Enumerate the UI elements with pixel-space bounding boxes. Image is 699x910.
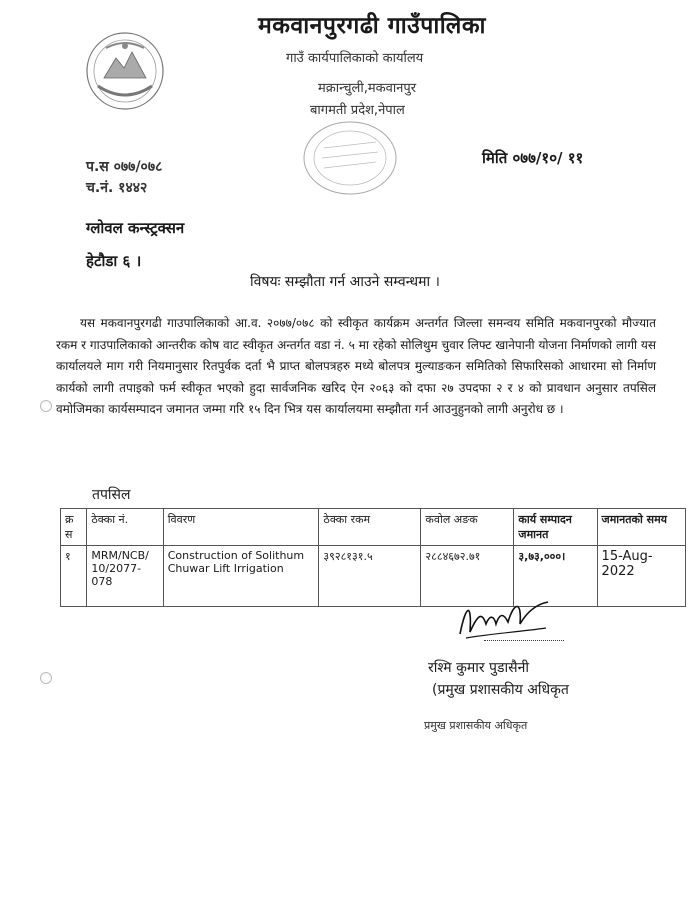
header-bibaran: विवरण [163, 509, 319, 546]
government-emblem [84, 30, 166, 112]
punch-hole [40, 400, 52, 412]
cell-jamanat-samay: 15-Aug-2022 [597, 546, 685, 607]
cell-thekka-rakam: ३९२८१३१.५ [319, 546, 421, 607]
handwritten-signature [448, 594, 558, 650]
chalani-number: च.नं. १४४२ [86, 180, 148, 196]
tapasil-label: तपसिल [92, 487, 131, 503]
punch-hole [40, 672, 52, 684]
contract-table [60, 508, 686, 607]
table-row [61, 546, 686, 607]
header-jamanat-samay: जमानतको समय [597, 509, 685, 546]
cell-kra: १ [61, 546, 87, 607]
office-name: गाउँ कार्यपालिकाको कार्यालय [286, 51, 424, 66]
municipality-title: मकवानपुरगढी गाउँपालिका [258, 13, 486, 39]
signatory-role: (प्रमुख प्रशासकीय अधिकृत [432, 682, 569, 698]
patra-sankhya: प.स ०७७/०७८ [86, 159, 163, 175]
header-thekka-rakam: ठेक्का रकम [319, 509, 421, 546]
letter-body: यस मकवानपुरगढी गाउपालिकाको आ.व. २०७७/०७८ को स्वीकृत कार्यक्रम अन्तर्गत जिल्ला समन्वय समिति मकवानपुरको मौज्यात रकम र गाउपालिकाको आन्तरीक कोष वाट स्वीकृत अन्तर्गत वडा नं. ५ मा रहेको सोलिथुम चुवार लिफ्ट खानेपानी योजना निर्माणको लागी यस कार्यालयले माग गरी नियमानुसार रितपुर्वक दर्ता भै प्राप्त बोलपत्रहरु मध्ये बोलपत्र मुल्याङकन समितिको सिफारिसको आधारमा सो निर्माण कार्यको लागी तपाइको फर्म स्वीकृत भएको हुदा सार्वजनिक खरिद ऐन २०६३ को दफा २७ उपदफा २ र ४ को प्रावधान अनुसार तपसिल वमोजिमका कार्यसम्पादन जमानत जम्मा गरि १५ दिन भित्र यस कार्यालयमा सम्झौता गर्न आउनुहुनको लागी अनुरोध छ । [56, 316, 656, 416]
letter-date: मिति ०७७/१०/ ११ [482, 149, 584, 167]
cell-bibaran: Construction of Solithum Chuwar Lift Irrigation [163, 546, 319, 607]
cell-karya-sampadan: ३,७३,०००। [514, 546, 597, 607]
office-province: बागमती प्रदेश,नेपाल [310, 103, 405, 118]
table-header-row [61, 509, 686, 546]
recipient-name: ग्लोवल कन्स्ट्रक्सन [86, 219, 185, 237]
letter-subject: विषयः सम्झौता गर्न आउने सम्वन्धमा । [250, 274, 440, 290]
recipient-address: हेटौडा ६ । [86, 252, 142, 270]
cell-kabol-anka: २८८४६७२.७१ [421, 546, 514, 607]
header-kra: क्र स [61, 509, 87, 546]
cell-thekka-no: MRM/NCB/ 10/2077-078 [87, 546, 163, 607]
signatory-role-stamp: प्रमुख प्रशासकीय अधिकृत [424, 719, 528, 732]
header-kabol-anka: कवोल अङक [421, 509, 514, 546]
signatory-name: रश्मि कुमार पुडासैनी [428, 660, 529, 676]
header-karya-sampadan: कार्य सम्पादन जमानत [514, 509, 597, 546]
office-stamp [300, 118, 400, 198]
signature-line [484, 640, 564, 641]
header-thekka-no: ठेक्का नं. [87, 509, 163, 546]
office-location: मक्रान्चुली,मकवानपुर [318, 81, 417, 96]
